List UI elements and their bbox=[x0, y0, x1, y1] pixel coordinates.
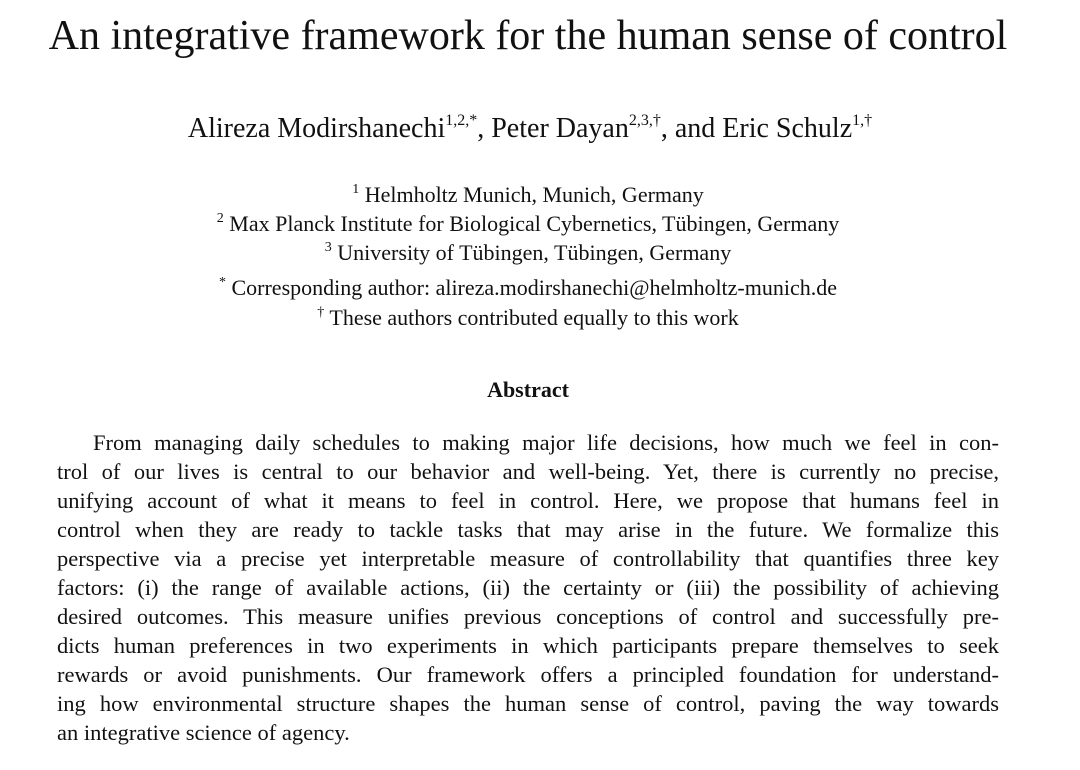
abstract-line: From managing daily schedules to making major life decisions, how much we feel in con- bbox=[93, 430, 999, 455]
abstract-line: perspective via a precise yet interpretable measure of controllability that quantifies three key bbox=[57, 546, 999, 571]
abstract-body bbox=[57, 428, 999, 747]
note-text: These authors contributed equally to this work bbox=[329, 305, 739, 330]
abstract-line: control when they are ready to tackle tasks that may arise in the future. We formalize this bbox=[57, 517, 999, 542]
affiliation-line bbox=[0, 180, 1056, 209]
affiliation-mark: 3 bbox=[324, 240, 332, 255]
abstract-line: dicts human preferences in two experiments in which participants prepare themselves to seek bbox=[57, 633, 999, 658]
abstract-line: ing how environmental structure shapes the human sense of control, paving the way towards bbox=[57, 691, 999, 716]
author-name: Alireza Modirshanechi bbox=[187, 113, 446, 144]
abstract-line: an integrative science of agency. bbox=[57, 720, 350, 745]
abstract-line: factors: (i) the range of available actions, (ii) the certainty or (iii) the possibility of achieving bbox=[57, 575, 999, 600]
affiliation-mark: 1 bbox=[352, 182, 360, 197]
note-mark: * bbox=[218, 275, 226, 290]
note-mark: † bbox=[317, 305, 325, 320]
abstract-heading: Abstract bbox=[487, 377, 569, 402]
author-affiliation-marks: 2,3,† bbox=[628, 112, 661, 129]
affiliation-line bbox=[0, 238, 1056, 267]
note-text: Corresponding author: alireza.modirshanechi@helmholtz-munich.de bbox=[231, 275, 838, 300]
author-notes bbox=[0, 273, 1056, 333]
abstract-line: rewards or avoid punishments. Our framework offers a principled foundation for understand- bbox=[57, 662, 999, 687]
affiliation-list bbox=[0, 180, 1056, 267]
corresponding-author-note bbox=[0, 273, 1056, 303]
equal-contribution-note bbox=[0, 303, 1056, 333]
affiliation-text: University of Tübingen, Tübingen, Germany bbox=[337, 240, 732, 265]
author-separator: , and bbox=[660, 113, 723, 144]
abstract-line: unifying account of what it means to feel in control. Here, we propose that humans feel in bbox=[57, 488, 999, 513]
author-list bbox=[0, 113, 1060, 145]
affiliation-line bbox=[0, 209, 1056, 238]
author-name: Peter Dayan bbox=[491, 113, 629, 144]
author-affiliation-marks: 1,2,* bbox=[445, 112, 478, 129]
paper-title: An integrative framework for the human sense of control bbox=[48, 13, 1008, 59]
affiliation-mark: 2 bbox=[216, 211, 224, 226]
author-separator: , bbox=[477, 113, 492, 144]
affiliation-text: Max Planck Institute for Biological Cybernetics, Tübingen, Germany bbox=[229, 211, 840, 236]
author-name: Eric Schulz bbox=[722, 113, 853, 144]
author-affiliation-marks: 1,† bbox=[852, 112, 873, 129]
affiliation-text: Helmholtz Munich, Munich, Germany bbox=[364, 182, 704, 207]
abstract-line: desired outcomes. This measure unifies previous conceptions of control and successfully pre- bbox=[57, 604, 999, 629]
abstract-line: trol of our lives is central to our behavior and well-being. Yet, there is currently no precise, bbox=[57, 459, 999, 484]
